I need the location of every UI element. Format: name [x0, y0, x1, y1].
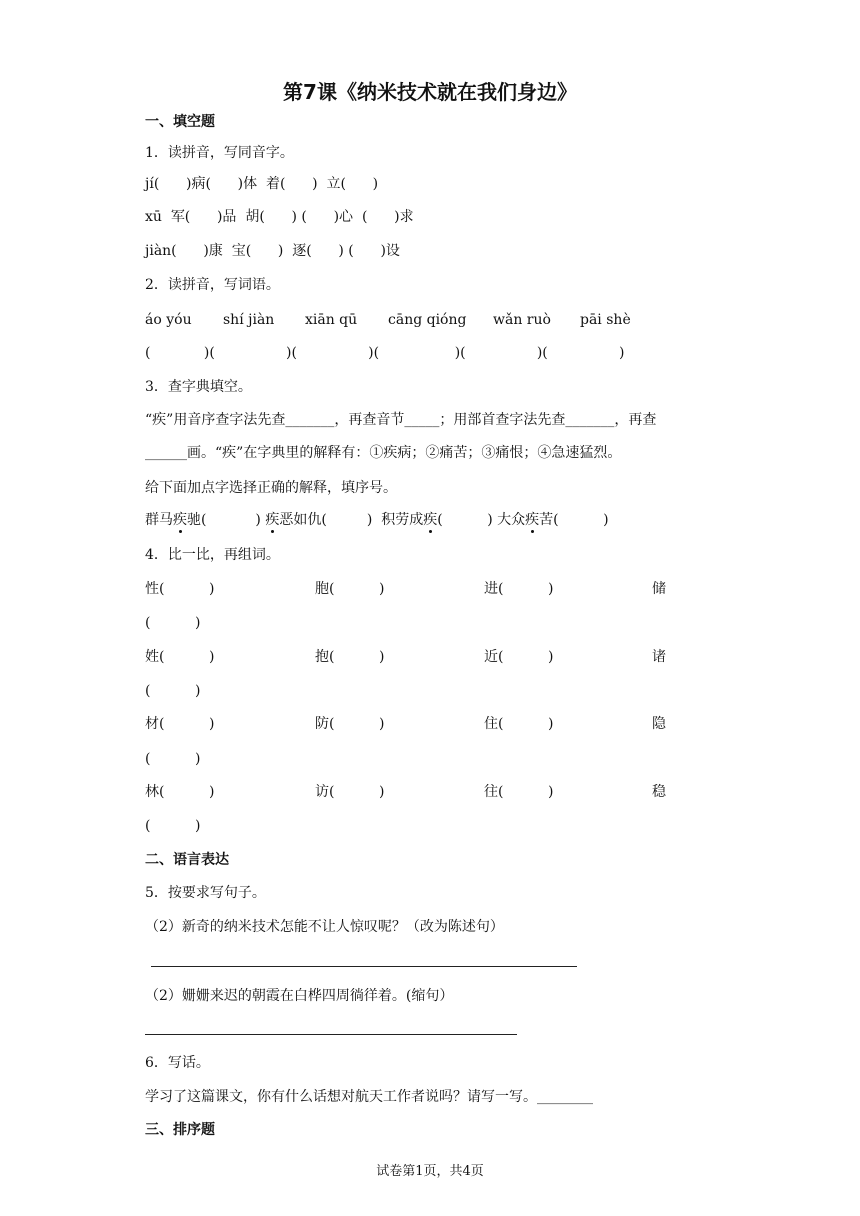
compare-cell: 胞( ) [315, 581, 385, 597]
compare-cell: 稳 [652, 784, 666, 800]
item-4-prefix: 大众 [492, 512, 526, 528]
compare-cell-wrap: ( ) [145, 615, 201, 631]
question-1-row-3: jiàn( )康 宝( ) 逐( ) ( )设 [145, 243, 400, 259]
compare-cell-wrap: ( ) [145, 751, 201, 767]
question-6-line: 学习了这篇课文，你有什么话想对航天工作者说吗？请写一写。________ [145, 1089, 593, 1105]
section-heading-language-expression: 二、语言表达 [145, 852, 229, 868]
compare-cell: 性( ) [145, 581, 215, 597]
section-heading-fill-blank: 一、填空题 [145, 114, 215, 130]
compare-cell: 往( ) [484, 784, 554, 800]
compare-cell-wrap: ( ) [145, 818, 201, 834]
pinyin-3: xiān qū [305, 312, 358, 328]
question-5-sub-2: （2）姗姗来迟的朝霞在白桦四周徜徉着。(缩句） [145, 988, 454, 1004]
pinyin-4: cāng qióng [388, 312, 467, 328]
compare-cell: 材( ) [145, 716, 215, 732]
section-heading-ordering: 三、排序题 [145, 1122, 215, 1138]
compare-cell: 抱( ) [315, 649, 385, 665]
question-1-row-2: xū 军( )品 胡( ) ( )心 ( )求 [145, 209, 414, 225]
pinyin-6: pāi shè [580, 312, 631, 328]
item-4-suffix: 苦( ) [539, 512, 609, 528]
page-title: 第7课《纳米技术就在我们身边》 [283, 80, 577, 104]
question-2-answer-brackets: ( )( )( )( )( )( ) [145, 345, 625, 361]
item-2 [261, 512, 372, 528]
pinyin-1: áo yóu [145, 312, 192, 328]
item-1-prefix: 群马 [145, 512, 173, 528]
question-3-line-2: ______画。“疾”在字典里的解释有：①疾病；②痛苦；③痛恨；④急速猛烈。 [145, 445, 622, 461]
item-1 [145, 512, 261, 528]
compare-cell: 进( ) [484, 581, 554, 597]
compare-cell: 近( ) [484, 649, 554, 665]
compare-cell: 访( ) [315, 784, 385, 800]
compare-cell: 诸 [652, 649, 666, 665]
question-2-stem: 2．读拼音，写词语。 [145, 277, 280, 293]
compare-cell: 储 [652, 581, 666, 597]
answer-line [151, 966, 577, 967]
question-5-sub-1: （2）新奇的纳米技术怎能不让人惊叹呢？（改为陈述句） [145, 919, 504, 935]
pinyin-2: shí jiàn [223, 312, 275, 328]
compare-cell: 住( ) [484, 716, 554, 732]
item-1-suffix: 驰( ) [187, 512, 261, 528]
compare-cell: 隐 [652, 716, 666, 732]
item-3 [372, 512, 492, 528]
item-3-prefix: 积劳成 [372, 512, 424, 528]
page-footer: 试卷第1页，共4页 [376, 1164, 484, 1179]
item-3-suffix: ( ) [437, 512, 493, 528]
compare-cell: 防( ) [315, 716, 385, 732]
item-4 [493, 512, 609, 528]
question-3-items [145, 510, 609, 530]
compare-cell: 林( ) [145, 784, 215, 800]
item-2-suffix: 恶如仇( ) [279, 512, 373, 528]
question-3-line-3: 给下面加点字选择正确的解释，填序号。 [145, 480, 397, 496]
question-4-stem: 4．比一比，再组词。 [145, 547, 280, 563]
pinyin-5: wǎn ruò [493, 312, 551, 328]
question-1-stem: 1．读拼音，写同音字。 [145, 145, 294, 161]
compare-cell-wrap: ( ) [145, 683, 201, 699]
dotted-char: 疾 [173, 512, 187, 528]
question-5-stem: 5．按要求写句子。 [145, 885, 266, 901]
compare-cell: 姓( ) [145, 649, 215, 665]
answer-line [145, 1034, 517, 1035]
question-3-stem: 3．查字典填空。 [145, 379, 252, 395]
dotted-char: 疾 [265, 512, 280, 528]
question-6-stem: 6．写话。 [145, 1055, 210, 1071]
question-1-row-1: jí( )病( )体 着( ) 立( ) [145, 176, 379, 192]
question-3-line-1: “疾”用音序查字法先查_______，再查音节_____；用部首查字法先查_______，再查 [145, 412, 657, 428]
dotted-char: 疾 [423, 512, 438, 528]
dotted-char: 疾 [525, 512, 540, 528]
